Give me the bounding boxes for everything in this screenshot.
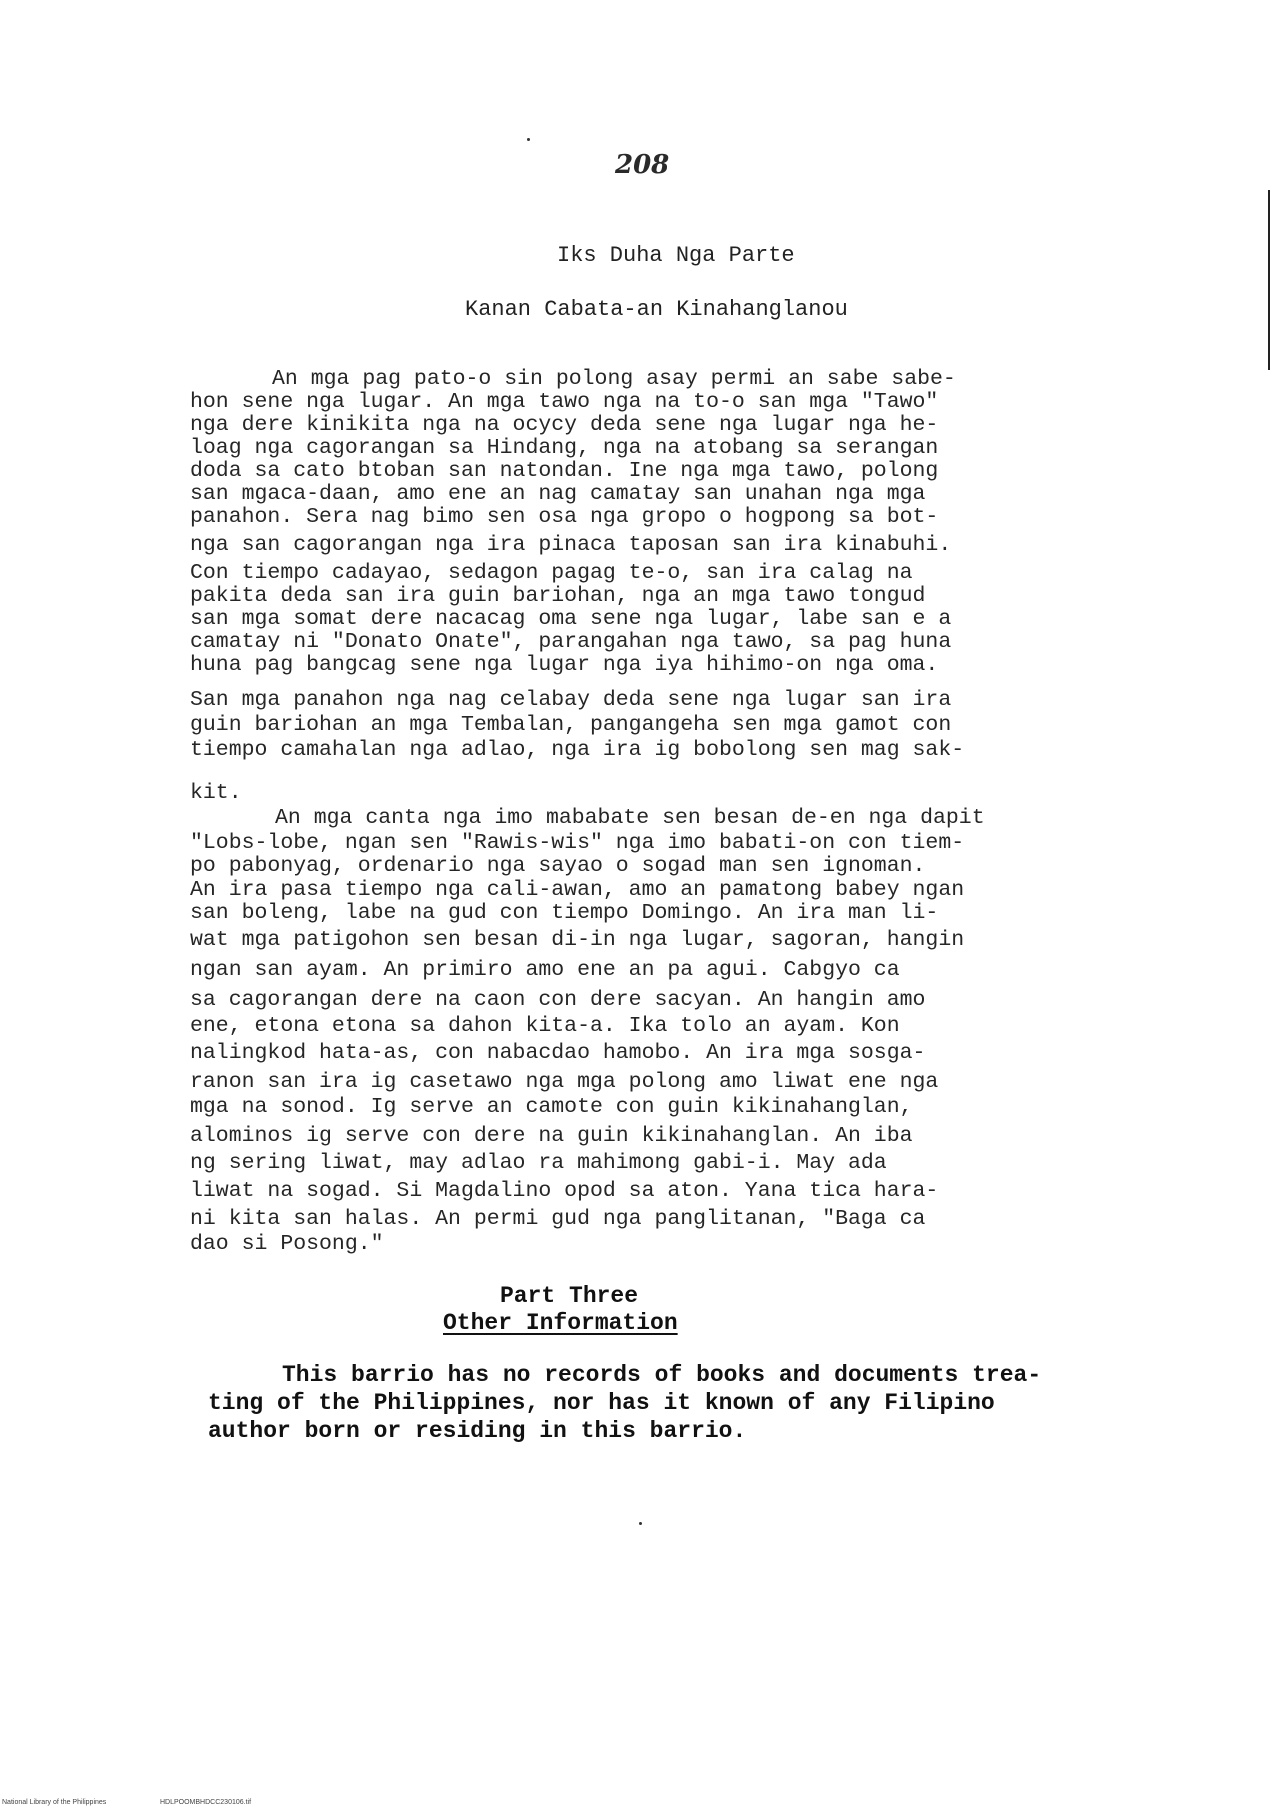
text-line: Con tiempo cadayao, sedagon pagag te-o, san ira calag na [190, 561, 913, 585]
text-line: camatay ni "Donato Onate", parangahan nga tawo, sa pag huna [190, 630, 952, 654]
text-line: wat mga patigohon sen besan di-in nga lugar, sagoran, hangin [190, 928, 965, 952]
text-line: liwat na sogad. Si Magdalino opod sa aton. Yana tica hara- [190, 1179, 939, 1203]
text-line: panahon. Sera nag bimo sen osa nga gropo o hogpong sa bot- [190, 505, 939, 529]
text-line: ng sering liwat, may adlao ra mahimong gabi-i. May ada [190, 1151, 887, 1175]
text-line: ting of the Philippines, nor has it known of any Filipino [208, 1390, 995, 1416]
other-information-title: Other Information [443, 1310, 678, 1336]
text-line: An ira pasa tiempo nga cali-awan, amo an pamatong babey ngan [190, 878, 965, 902]
part-three-title: Part Three [500, 1283, 639, 1309]
text-line: author born or residing in this barrio. [208, 1418, 747, 1444]
text-line: pakita deda san ira guin bariohan, nga an mga tawo tongud [190, 584, 926, 608]
text-line: doda sa cato btoban san natondan. Ine nga mga tawo, polong [190, 459, 939, 483]
part-heading: Iks Duha Nga Parte [557, 243, 795, 268]
text-line: guin bariohan an mga Tembalan, pangangeha sen mga gamot con [190, 713, 952, 737]
text-line: san mga somat dere nacacag oma sene nga lugar, labe san e a [190, 607, 952, 631]
text-line: ni kita san halas. An permi gud nga panglitanan, "Baga ca [190, 1207, 926, 1231]
scan-speck [639, 1522, 642, 1525]
scan-speck [527, 138, 530, 141]
text-line: nga san cagorangan nga ira pinaca taposan san ira kinabuhi. [190, 533, 952, 557]
text-line: ene, etona etona sa dahon kita-a. Ika tolo an ayam. Kon [190, 1014, 900, 1038]
text-line: ranon san ira ig casetawo nga mga polong amo liwat ene nga [190, 1070, 939, 1094]
text-line: san mgaca-daan, amo ene an nag camatay san unahan nga mga [190, 482, 926, 506]
text-line: An mga pag pato-o sin polong asay permi an sabe sabe- [272, 367, 956, 391]
section-subheading: Kanan Cabata-an Kinahanglanou [465, 297, 848, 322]
footer-filename: HDLPOOMBHDCC230106.tif [160, 1799, 252, 1806]
text-line: kit. [190, 781, 242, 805]
text-line: "Lobs-lobe, ngan sen "Rawis-wis" nga imo babati-on con tiem- [190, 831, 965, 855]
text-line: ngan san ayam. An primiro amo ene an pa agui. Cabgyo ca [190, 958, 900, 982]
text-line: loag nga cagorangan sa Hindang, nga na atobang sa serangan [190, 436, 939, 460]
text-line: San mga panahon nga nag celabay deda sene nga lugar san ira [190, 688, 952, 712]
text-line: san boleng, labe na gud con tiempo Domingo. An ira man li- [190, 901, 939, 925]
text-line: po pabonyag, ordenario nga sayao o sogad man sen ignoman. [190, 854, 926, 878]
text-line: alominos ig serve con dere na guin kikinahanglan. An iba [190, 1124, 913, 1148]
text-line: nalingkod hata-as, con nabacdao hamobo. An ira mga sosga- [190, 1041, 926, 1065]
text-line: nga dere kinikita nga na ocycy deda sene nga lugar nga he- [190, 413, 939, 437]
text-line: mga na sonod. Ig serve an camote con guin kikinahanglan, [190, 1095, 913, 1119]
text-line: This barrio has no records of books and documents trea- [282, 1362, 1042, 1388]
text-line: huna pag bangcag sene nga lugar nga iya hihimo-on nga oma. [190, 653, 939, 677]
footer-library: National Library of the Philippines [2, 1799, 107, 1806]
text-line: dao si Posong." [190, 1232, 384, 1256]
text-line: An mga canta nga imo mababate sen besan de-en nga dapit [275, 806, 985, 830]
scan-edge-mark [1268, 190, 1270, 370]
page-number: 208 [615, 150, 670, 180]
text-line: sa cagorangan dere na caon con dere sacyan. An hangin amo [190, 988, 926, 1012]
text-line: hon sene nga lugar. An mga tawo nga na to-o san mga "Tawo" [190, 390, 939, 414]
text-line: tiempo camahalan nga adlao, nga ira ig bobolong sen mag sak- [190, 738, 965, 762]
